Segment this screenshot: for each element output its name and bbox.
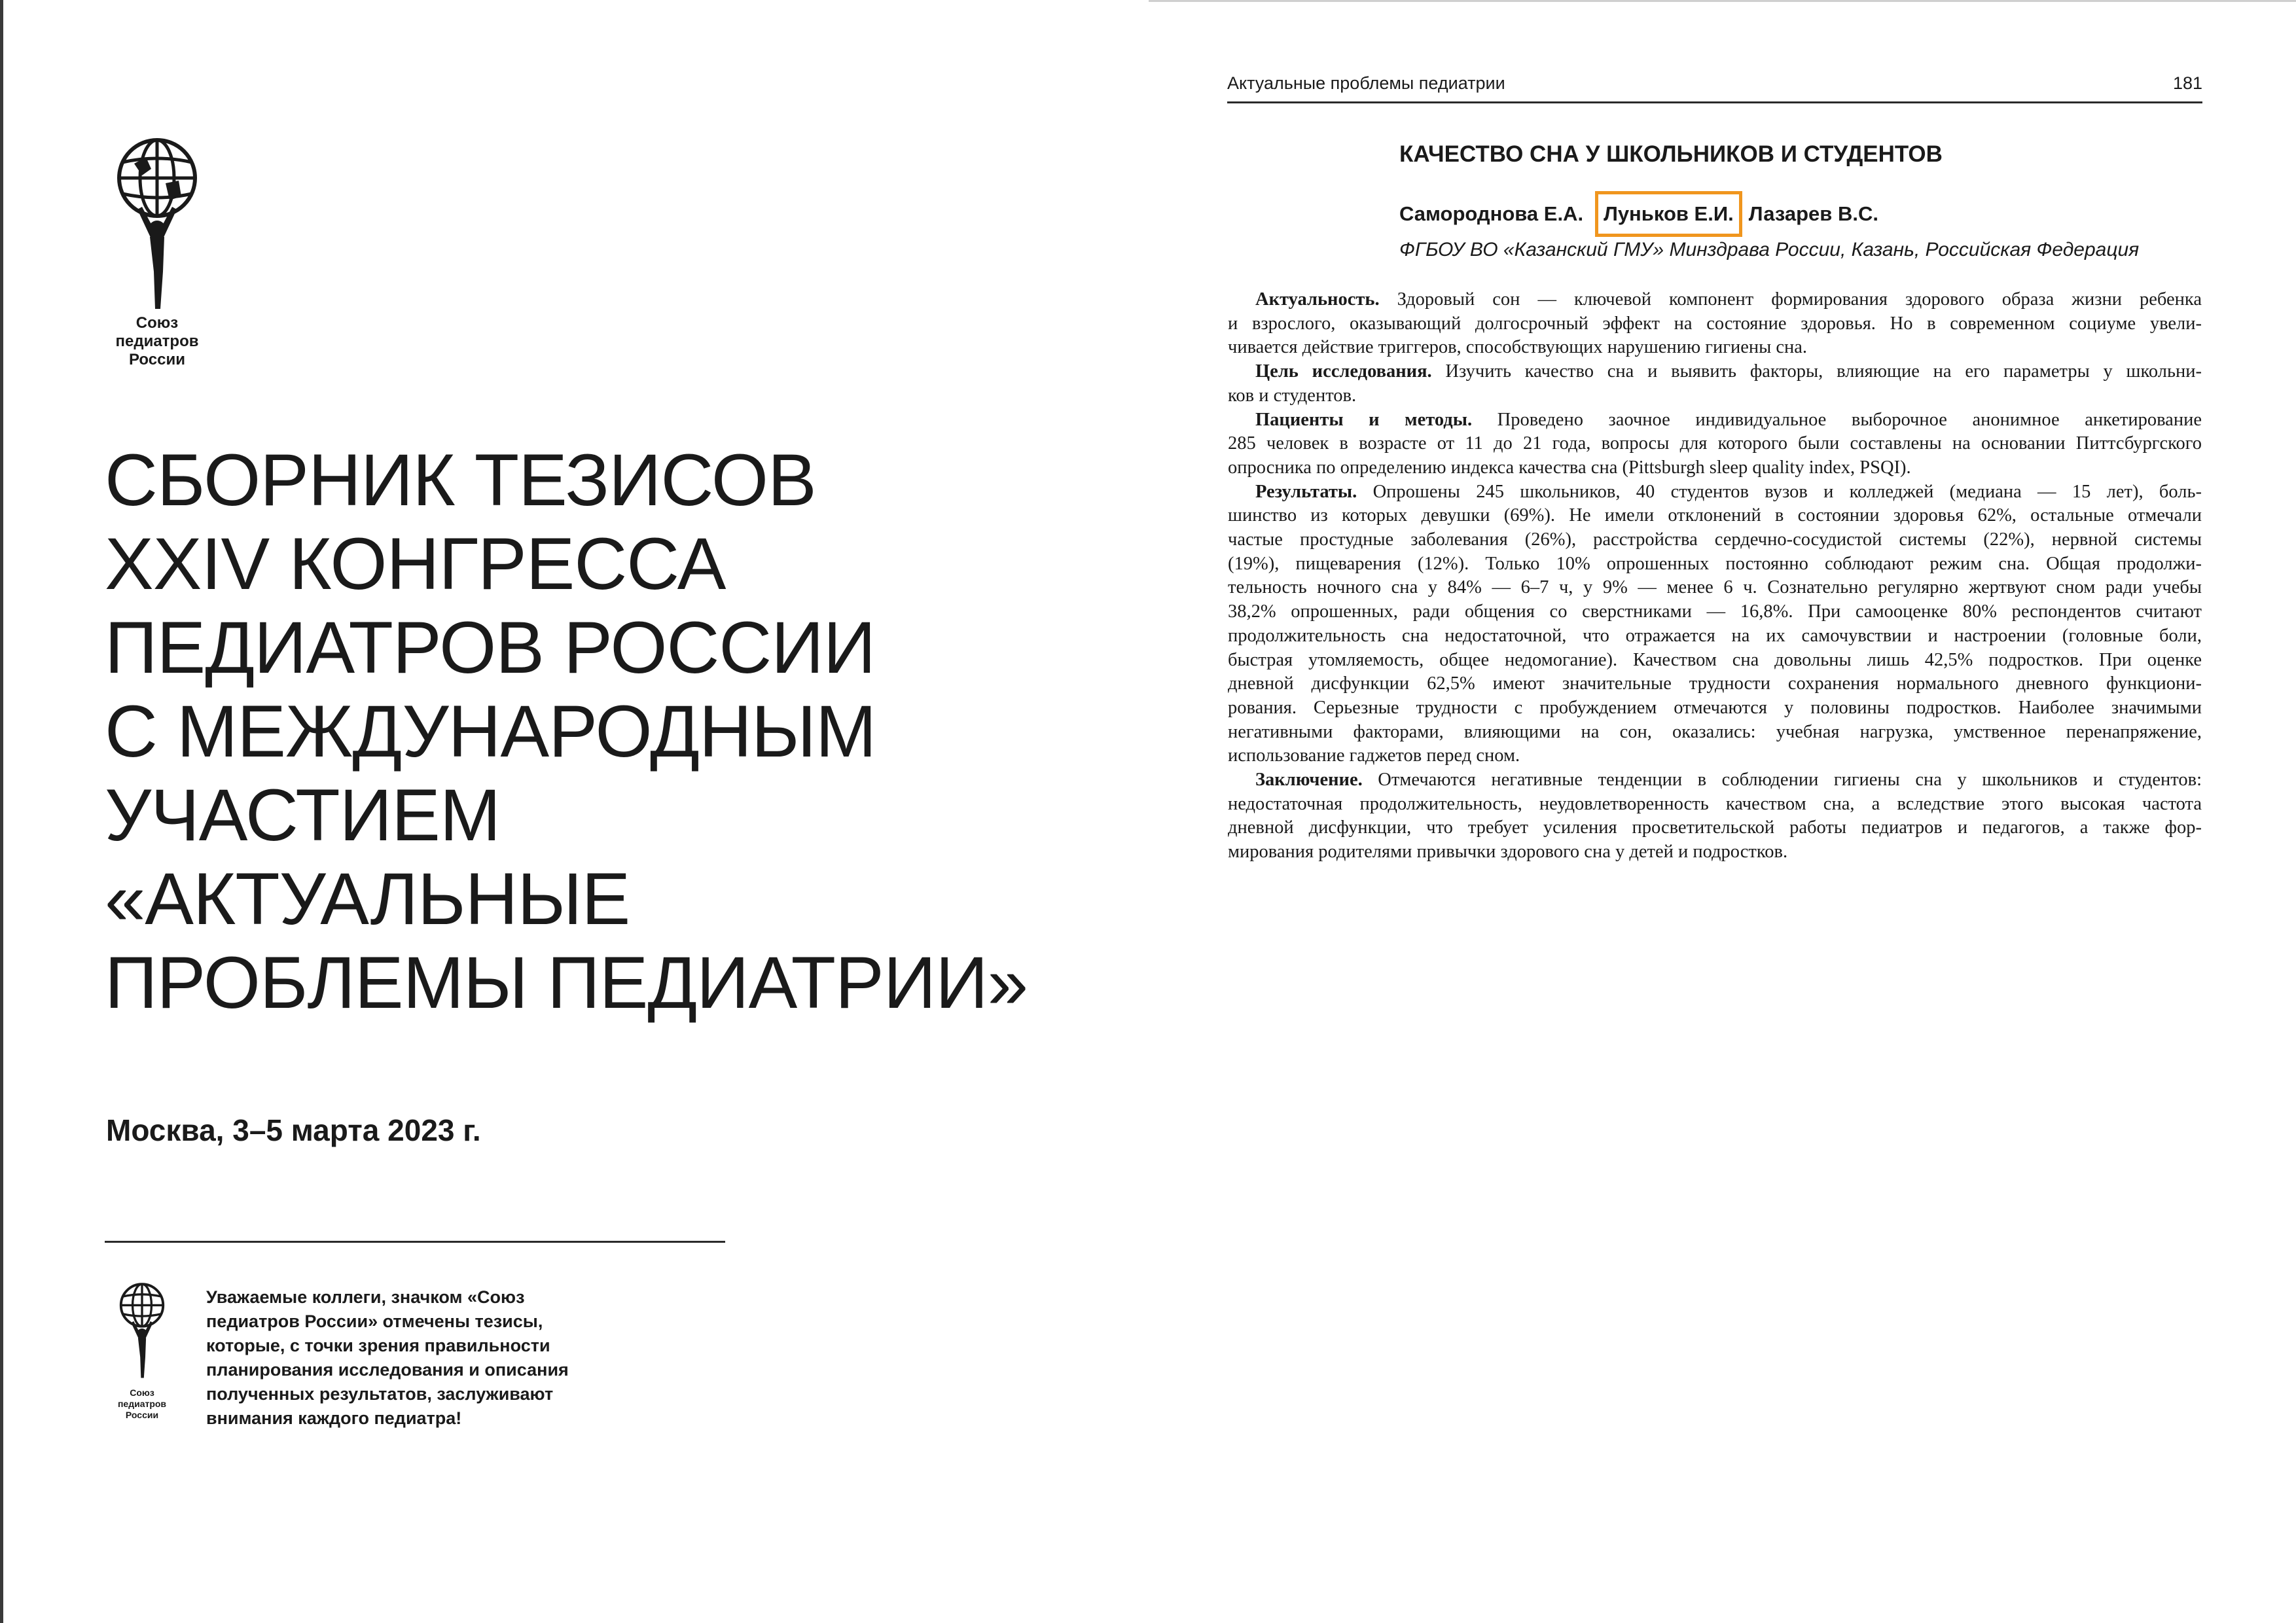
cover-title-line: ПРОБЛЕМЫ ПЕДИАТРИИ» xyxy=(105,942,1028,1024)
abstract-line: 38,2% опрошенных, ради общения со сверстниками — 16,8%. При самооценке 80% респондентов считают xyxy=(1228,601,2202,622)
badge-note xyxy=(206,1285,612,1431)
abstract-line: Результаты. Опрошены 245 школьников, 40 студентов вузов и колледжей (медиана — 15 лет), боль- xyxy=(1255,481,2202,502)
page-number: 181 xyxy=(2172,73,2202,93)
cover-title-line: С МЕЖДУНАРОДНЫМ xyxy=(105,690,876,772)
running-head-rule xyxy=(1227,101,2202,103)
spread-top-edge xyxy=(1149,0,2296,2)
abstract-line: негативными факторами, влияющими на сон, оказались: учебная нагрузка, умственное перенапряжение, xyxy=(1228,721,2202,742)
abstract-line: ков и студентов. xyxy=(1228,385,1357,406)
logo-caption: Союз педиатров России xyxy=(115,314,199,368)
section-heading: Цель исследования. xyxy=(1255,361,1432,382)
abstract-line: шинство из которых девушки (69%). Не имели отклонений в состоянии здоровья 62%, остальные отмечали xyxy=(1228,505,2202,526)
badge-note-line: Уважаемые коллеги, значком «Союз xyxy=(206,1287,525,1307)
badge-note-line: внимания каждого педиатра! xyxy=(206,1408,462,1428)
cover-title-line: СБОРНИК ТЕЗИСОВ xyxy=(105,439,816,521)
section-heading: Пациенты и методы. xyxy=(1255,409,1473,430)
small-logo-caption: Союз педиатров России xyxy=(117,1387,167,1420)
author: Самороднова Е.А. xyxy=(1399,202,1584,225)
place-and-date: Москва, 3–5 марта 2023 г. xyxy=(106,1113,481,1147)
abstract-line: чивается действие триггеров, способствующих нарушению гигиены сна. xyxy=(1228,337,1808,358)
badge-note-line: планирования исследования и описания xyxy=(206,1360,569,1380)
badge-note-line: педиатров России» отмечены тезисы, xyxy=(206,1311,543,1331)
union-of-pediatricians-small-logo-icon xyxy=(115,1283,170,1381)
cover-title-line: «АКТУАЛЬНЫЕ xyxy=(105,858,630,940)
badge-note-line: которые, с точки зрения правильности xyxy=(206,1336,550,1355)
abstract-line: рования. Серьезные трудности с пробуждением отмечаются у половины подростков. Наиболее значимыми xyxy=(1228,697,2202,718)
abstract-line: Заключение. Отмечаются негативные тенденции в соблюдении гигиены сна у школьников и студентов: xyxy=(1255,770,2202,791)
cover-title xyxy=(105,438,1126,1025)
abstract-line: дневной дисфункции 62,5% имеют значительные трудности сохранения нормального дневного функциони- xyxy=(1228,673,2202,694)
section-heading: Заключение. xyxy=(1255,770,1363,791)
abstract-line: тельность ночного сна у 84% — 6–7 ч, у 9% — менее 6 ч. Сознательно регулярно жертвуют сном ради учебы xyxy=(1228,577,2202,598)
section-heading: Результаты. xyxy=(1255,481,1357,502)
abstract-line: быстрая утомляемость, общее недомогание). Качеством сна довольны лишь 42,5% подростков. При оценке xyxy=(1228,649,2202,670)
union-of-pediatricians-logo-icon xyxy=(108,137,206,314)
abstract-body xyxy=(1228,288,2202,865)
article-title: КАЧЕСТВО СНА У ШКОЛЬНИКОВ И СТУДЕНТОВ xyxy=(1399,141,1943,167)
author-list xyxy=(1399,191,1888,237)
abstract-line: частые простудные заболевания (26%), расстройства сердечно-сосудистой системы (22%), нервной системы xyxy=(1228,529,2202,550)
cover-title-line: УЧАСТИЕМ xyxy=(105,774,501,856)
divider xyxy=(105,1241,725,1243)
abstract-line: использование гаджетов перед сном. xyxy=(1228,745,1520,766)
author-highlighted: Луньков Е.И. xyxy=(1595,191,1742,237)
cover-title-line: XXIV КОНГРЕССА xyxy=(105,523,726,605)
running-head xyxy=(1227,73,2202,94)
abstract-line: (19%), пищеварения (12%). Только 10% опрошенных постоянно соблюдают режим сна. Общая продолжи- xyxy=(1228,553,2202,574)
affiliation: ФГБОУ ВО «Казанский ГМУ» Минздрава России, Казань, Российская Федерация xyxy=(1399,239,2140,260)
abstract-line: Цель исследования. Изучить качество сна и выявить факторы, влияющие на его параметры у школьни- xyxy=(1255,361,2202,382)
abstract-line: дневной дисфункции, что требует усиления просветительской работы педиатров и педагогов, а также фор- xyxy=(1228,817,2202,838)
abstract-line: Актуальность. Здоровый сон — ключевой компонент формирования здорового образа жизни ребенка xyxy=(1255,289,2202,310)
abstract-line: продолжительность сна недостаточной, что отражается на их самочувствии и настроении (головные боли, xyxy=(1228,625,2202,646)
abstract-line: недостаточная продолжительность, неудовлетворенность качеством сна, а вследствие этого высокая частота xyxy=(1228,793,2202,814)
abstract-line: 285 человек в возрасте от 11 до 21 года, вопросы для которого были составлены на основании Питтсбургского xyxy=(1228,433,2202,454)
spread-left-edge xyxy=(0,0,3,1623)
abstract-line: и взрослого, оказывающий долгосрочный эффект на состояние здоровья. Но в современном социуме увели- xyxy=(1228,313,2202,334)
running-head-title: Актуальные проблемы педиатрии xyxy=(1227,73,1505,93)
cover-title-line: ПЕДИАТРОВ РОССИИ xyxy=(105,607,876,688)
abstract-line: опросника по определению индекса качества сна (Pittsburgh sleep quality index, PSQI). xyxy=(1228,457,1911,478)
abstract-line: Пациенты и методы. Проведено заочное индивидуальное выборочное анонимное анкетирование xyxy=(1255,409,2202,430)
author: Лазарев В.С. xyxy=(1748,202,1878,225)
badge-note-line: полученных результатов, заслуживают xyxy=(206,1384,554,1404)
abstract-line: мирования родителями привычки здорового сна у детей и подростков. xyxy=(1228,842,1788,863)
section-heading: Актуальность. xyxy=(1255,289,1380,310)
